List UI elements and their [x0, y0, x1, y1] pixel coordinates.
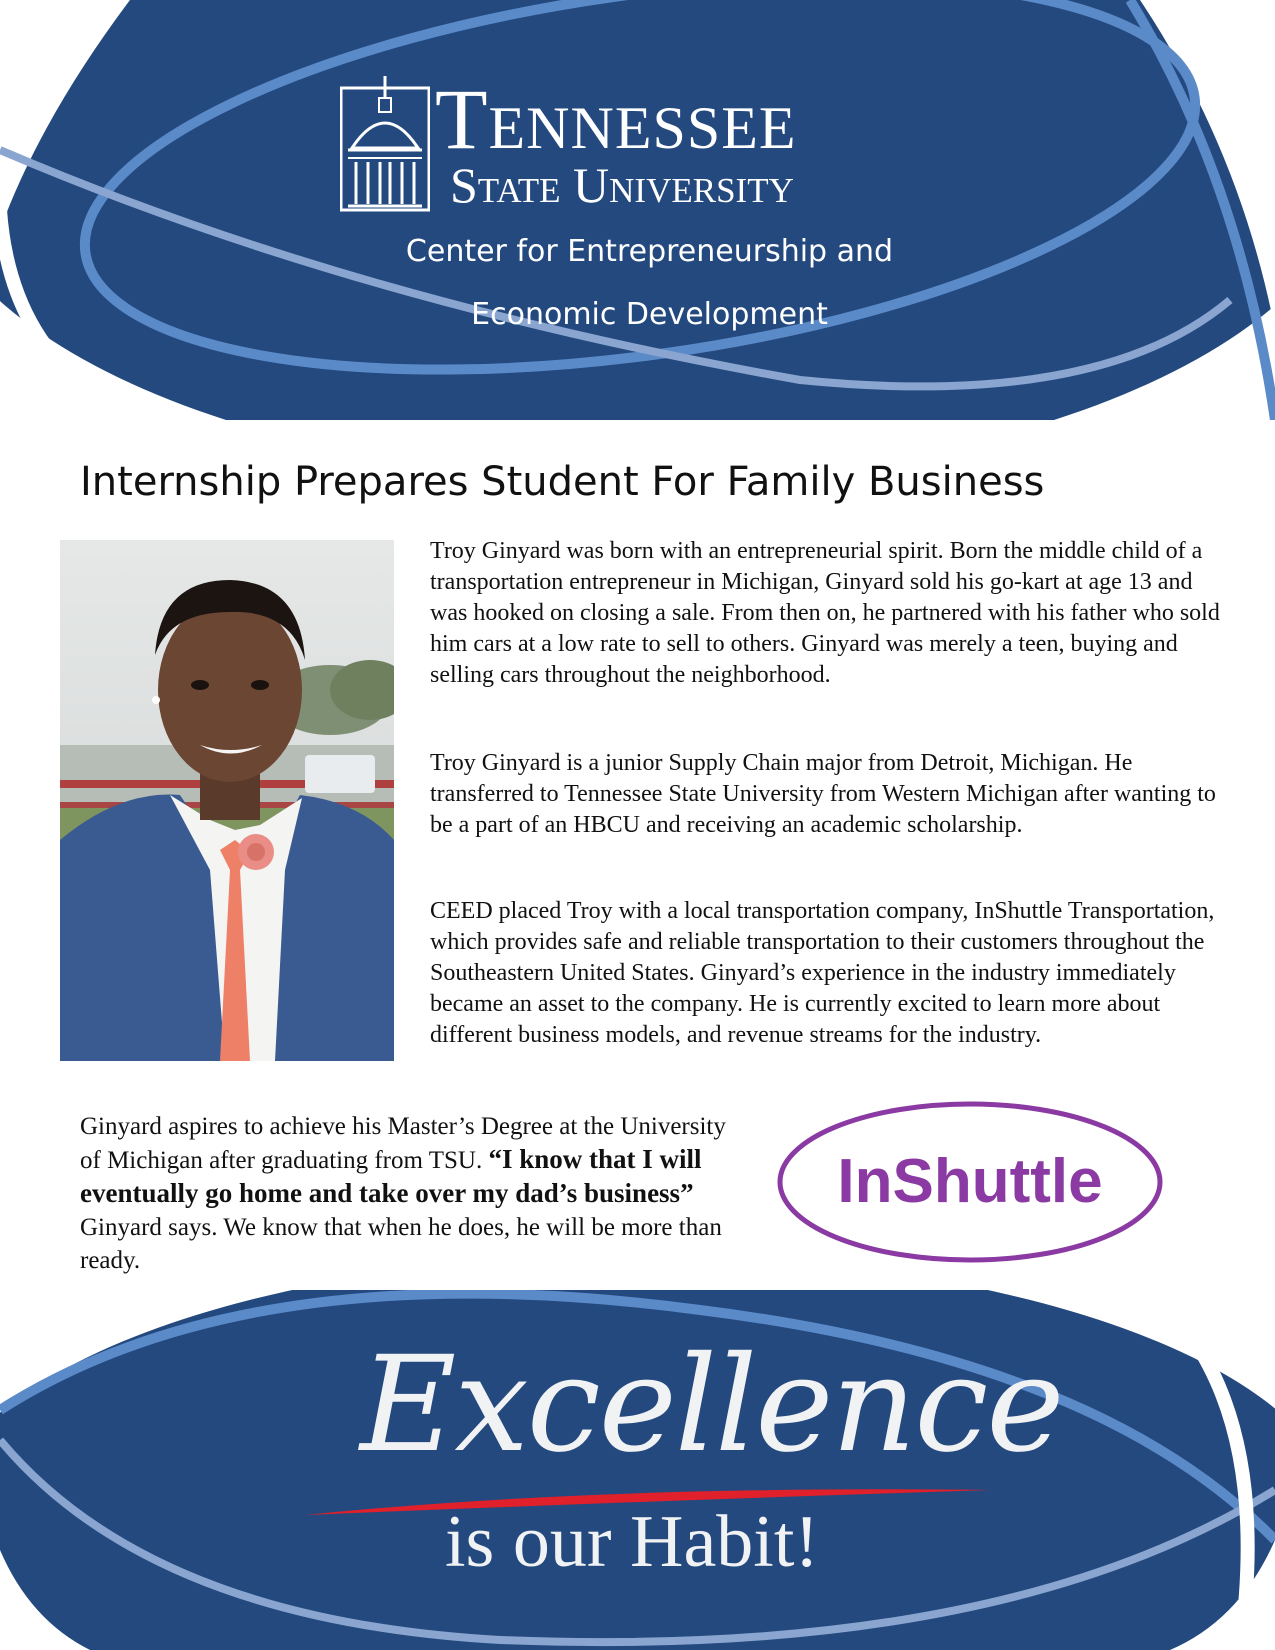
- logo-name-line2: State University: [450, 157, 794, 213]
- inshuttle-logo: [775, 1098, 1165, 1266]
- article-paragraph-2: [430, 748, 1220, 841]
- inshuttle-logo-text: InShuttle: [837, 1147, 1103, 1216]
- tsu-logo: [340, 71, 900, 216]
- header-banner: [0, 0, 1275, 420]
- footer-banner: [0, 1290, 1275, 1650]
- student-photo: [60, 540, 394, 1061]
- pull-quote: “I know that I will eventually go home and take over my dad’s business”: [80, 1144, 702, 1208]
- article-headline: Internship Prepares Student For Family Business: [80, 459, 1045, 505]
- paragraph-text: CEED placed Troy with a local transportation company, InShuttle Transportation, which provides safe and reliable transportation to their customers throughout the Southeastern United States. Ginyard’s experience in the industry immediately became an asset to the company. He is currently excited to learn more about different business models, and revenue streams for the industry.: [430, 898, 1215, 1048]
- center-title-line1: Center for Entrepreneurship and: [405, 234, 894, 269]
- logo-name-line1: Tennessee: [435, 71, 797, 167]
- paragraph-text: Troy Ginyard is a junior Supply Chain major from Detroit, Michigan. He transferred to Tennessee State University from Western Michigan after wanting to be a part of an HBCU and receiving an academic scholarship.: [430, 750, 1216, 838]
- closing-text-part2: Ginyard says. We know that when he does, he will be more than ready.: [80, 1214, 722, 1274]
- closing-text-part1: Ginyard aspires to achieve his Master’s Degree at the University of Michigan after graduating from TSU.: [80, 1113, 726, 1174]
- article-paragraph-1: [430, 536, 1220, 691]
- tsu-building-icon: [340, 76, 430, 212]
- article-paragraph-3: [430, 896, 1220, 1051]
- center-title-line2: Economic Development: [471, 297, 828, 332]
- closing-paragraph: [80, 1110, 730, 1277]
- slogan-excellence: Excellence: [360, 1328, 1063, 1482]
- paragraph-text: Troy Ginyard was born with an entrepreneurial spirit. Born the middle child of a transportation entrepreneur in Michigan, Ginyard sold his go-kart at age 13 and was hooked on closing a sale. From then on, he partnered with his father who sold him cars at a low rate to sell to others. Ginyard was merely a teen, buying and selling cars throughout the neighborhood.: [430, 538, 1220, 688]
- student-portrait-image: [60, 540, 394, 1061]
- slogan-habit: is our Habit!: [445, 1501, 820, 1583]
- inshuttle-logo-graphic: [775, 1098, 1165, 1266]
